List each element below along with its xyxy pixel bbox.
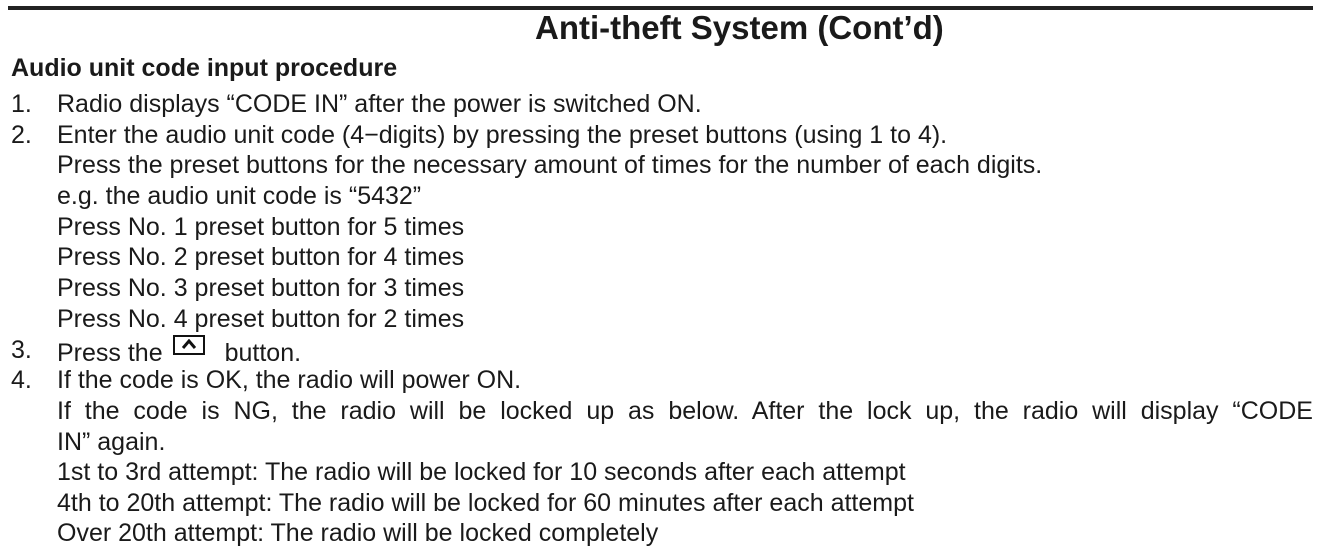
- step-4-attempt-line: 4th to 20th attempt: The radio will be locked for 60 minutes after each attempt: [57, 489, 914, 517]
- step-2-example-line: Press No. 2 preset button for 4 times: [57, 243, 465, 271]
- step-4-detail: If the code is NG, the radio will be locked up as below. After the lock up, the radio will display “CODE: [57, 397, 1313, 425]
- step-4-detail-cont: IN” again.: [57, 428, 166, 456]
- step-2-example: e.g. the audio unit code is “5432”: [57, 182, 422, 210]
- step-number: 1.: [11, 90, 32, 118]
- step-2-detail: Press the preset buttons for the necessary amount of times for the number of each digits.: [57, 151, 1043, 179]
- step-4-attempt-line: 1st to 3rd attempt: The radio will be locked for 10 seconds after each attempt: [57, 458, 906, 486]
- step-3-text-before: Press the: [57, 339, 163, 367]
- step-1-text: Radio displays “CODE IN” after the power is switched ON.: [57, 90, 702, 118]
- step-4-attempt-line: Over 20th attempt: The radio will be locked completely: [57, 519, 659, 547]
- eject-up-arrow-icon: [173, 335, 205, 355]
- page-title: Anti-theft System (Cont’d): [535, 9, 944, 46]
- step-2-example-line: Press No. 4 preset button for 2 times: [57, 305, 465, 333]
- step-4-text: If the code is OK, the radio will power ON.: [57, 366, 522, 394]
- step-number: 4.: [11, 366, 32, 394]
- step-2-text: Enter the audio unit code (4−digits) by pressing the preset buttons (using 1 to 4).: [57, 121, 948, 149]
- step-2-example-line: Press No. 1 preset button for 5 times: [57, 213, 465, 241]
- step-3-text-after: button.: [224, 339, 302, 367]
- section-heading: Audio unit code input procedure: [11, 54, 398, 82]
- step-3-text: [57, 335, 301, 368]
- step-number: 2.: [11, 121, 32, 149]
- step-2-example-line: Press No. 3 preset button for 3 times: [57, 274, 465, 302]
- step-number: 3.: [11, 336, 32, 364]
